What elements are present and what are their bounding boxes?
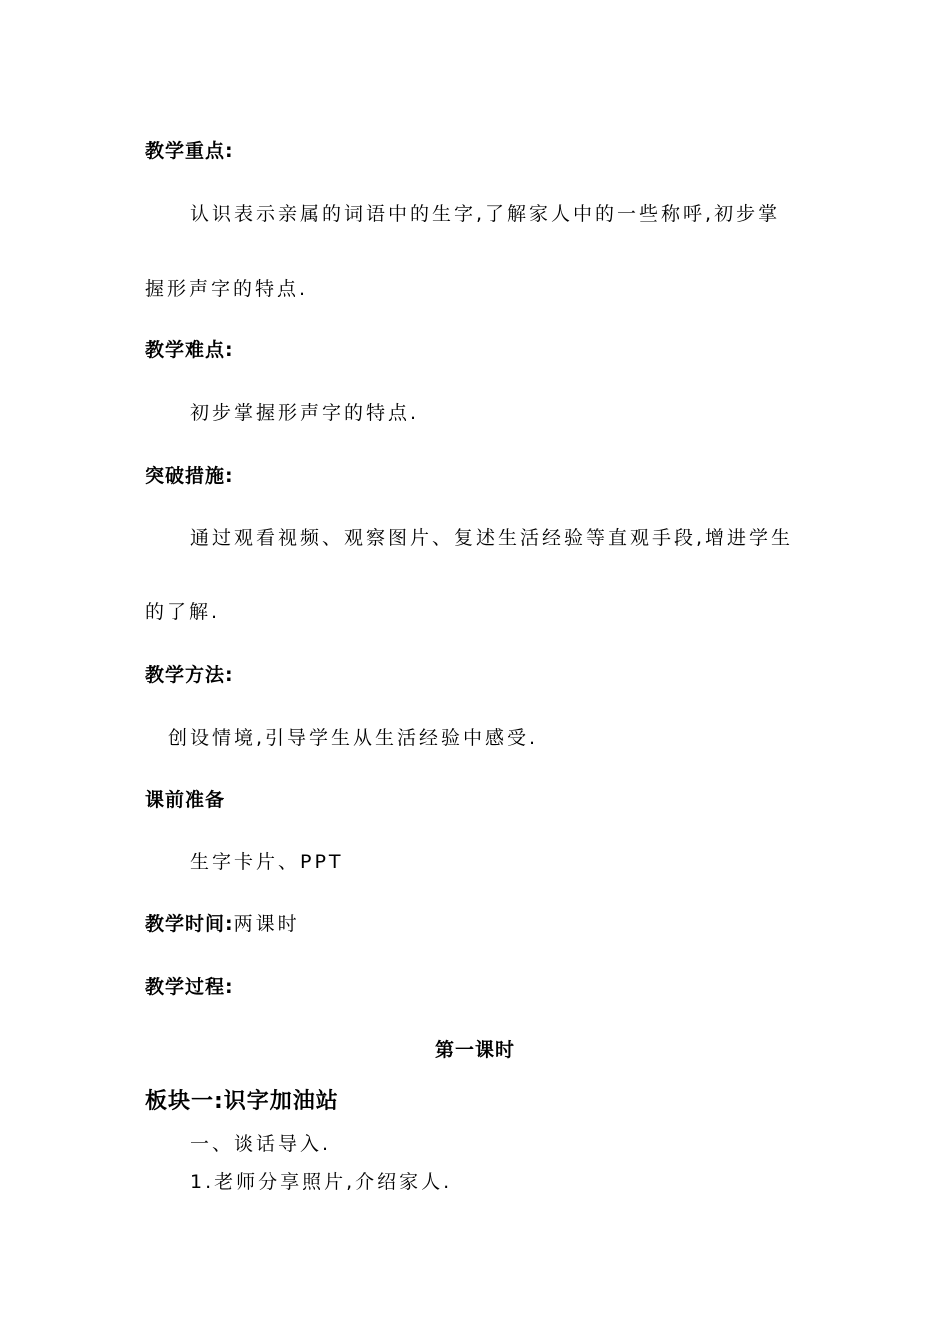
block-title: 板块一:识字加油站 [145,1089,339,1114]
prep-heading: 课前准备 [145,789,226,811]
measures-text-line1: 通过观看视频、观察图片、复述生活经验等直观手段,增进学生 [190,527,794,549]
prep-text: 生字卡片、PPT [190,851,344,873]
key-point-heading: 教学重点: [145,140,234,162]
difficulty-heading: 教学难点: [145,339,234,361]
key-point-text-line2: 握形声字的特点. [145,278,309,300]
step-1-1: 1.老师分享照片,介绍家人. [190,1171,453,1193]
step-1: 一、谈话导入. [190,1133,332,1155]
time-heading: 教学时间: [145,913,234,935]
lesson-title: 第一课时 [434,1039,515,1061]
key-point-text-line1: 认识表示亲属的词语中的生字,了解家人中的一些称呼,初步掌 [190,203,781,225]
measures-text-line2: 的了解. [145,601,221,623]
difficulty-text: 初步掌握形声字的特点. [190,402,420,424]
method-heading: 教学方法: [145,664,234,686]
method-text: 创设情境,引导学生从生活经验中感受. [168,727,539,749]
time-line [145,911,300,937]
process-heading: 教学过程: [145,976,234,998]
time-value: 两课时 [233,913,300,935]
measures-heading: 突破措施: [145,465,234,487]
